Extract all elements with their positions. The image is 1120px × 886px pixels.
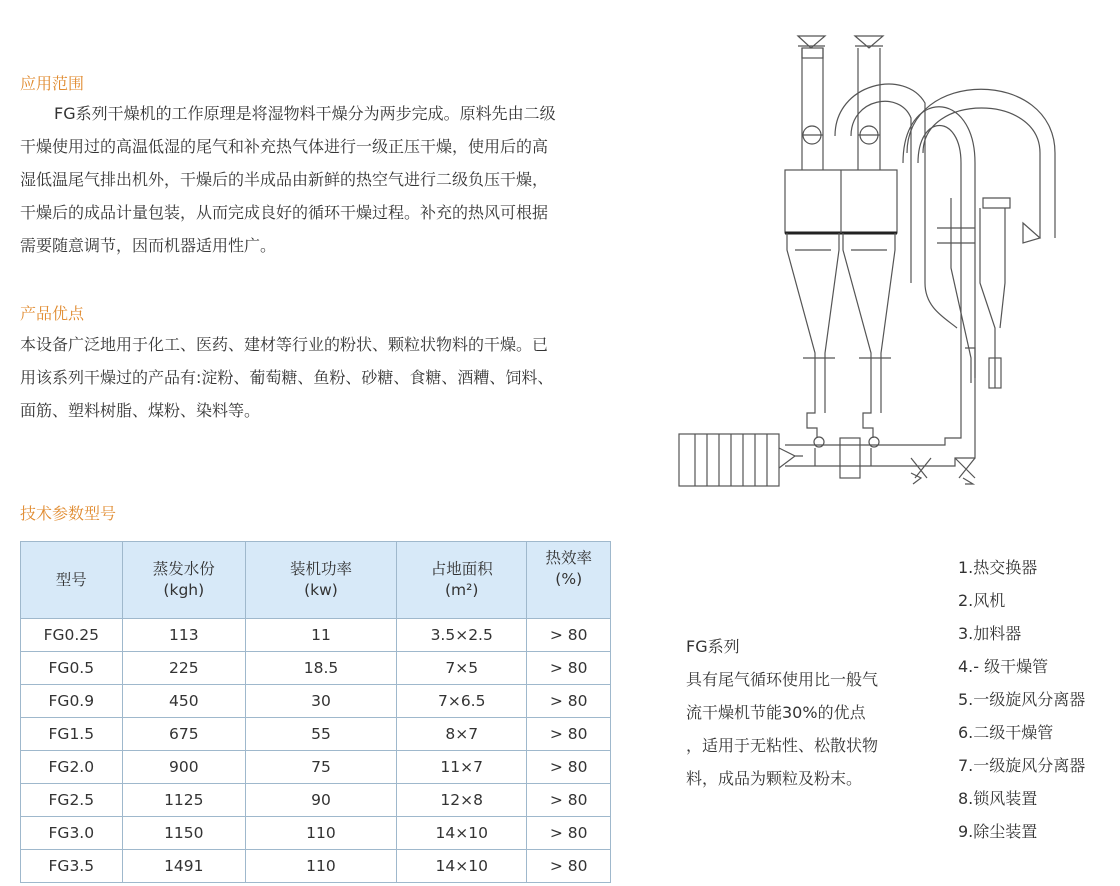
application-line: 需要随意调节，因而机器适用性广。 (20, 236, 277, 255)
table-cell: 30 (245, 685, 396, 718)
table-cell: 11 (245, 619, 396, 652)
header-name: 占地面积 (430, 560, 493, 578)
table-cell: FG0.5 (21, 652, 123, 685)
table-cell: 675 (122, 718, 245, 751)
secondary-cyclone (937, 198, 1040, 388)
table-cell: 7×5 (397, 652, 527, 685)
table-cell: > 80 (527, 685, 611, 718)
chimney-right (855, 36, 883, 170)
legend-item: 8.锁风装置 (958, 789, 1038, 808)
legend-item: 1.热交换器 (958, 558, 1038, 577)
header-unit: (m²) (445, 581, 479, 599)
heat-exchanger (679, 434, 803, 486)
table-cell: FG3.0 (21, 817, 123, 850)
table-cell: 1125 (122, 784, 245, 817)
table-cell: > 80 (527, 652, 611, 685)
table-cell: 1491 (122, 850, 245, 883)
table-cell: > 80 (527, 850, 611, 883)
application-paragraph (20, 97, 610, 262)
dryer-diagram (675, 28, 1075, 498)
note-line: 具有尾气循环使用比一般气 (686, 670, 879, 689)
table-row (21, 718, 611, 751)
spec-table (20, 541, 611, 883)
table-row (21, 685, 611, 718)
table-cell: 3.5×2.5 (397, 619, 527, 652)
table-cell: 12×8 (397, 784, 527, 817)
advantages-line: 本设备广泛地用于化工、医药、建材等行业的粉状、颗粒状物料的干燥。已 (20, 335, 549, 354)
table-row (21, 784, 611, 817)
legend-item: 4.- 级干燥管 (958, 657, 1049, 676)
legend-item: 6.二级干燥管 (958, 723, 1054, 742)
header-name: 热效率 (545, 549, 592, 567)
legend-item: 3.加料器 (958, 624, 1022, 643)
table-cell: FG3.5 (21, 850, 123, 883)
legend-item: 5.一级旋风分离器 (958, 690, 1086, 709)
table-cell: > 80 (527, 817, 611, 850)
header-unit: (%) (555, 570, 583, 588)
table-cell: 55 (245, 718, 396, 751)
header-evaporation (122, 542, 245, 619)
legend-item: 2.风机 (958, 591, 1006, 610)
table-cell: FG0.25 (21, 619, 123, 652)
header-efficiency (527, 542, 611, 619)
table-cell: 14×10 (397, 850, 527, 883)
table-row (21, 619, 611, 652)
table-cell: 113 (122, 619, 245, 652)
note-line: 流干燥机节能30%的优点 (686, 703, 866, 722)
table-body (21, 619, 611, 883)
table-cell: 90 (245, 784, 396, 817)
table-cell: FG2.0 (21, 751, 123, 784)
component-legend (958, 551, 1085, 848)
header-power (245, 542, 396, 619)
header-name: 装机功率 (289, 560, 352, 578)
header-unit: (kgh) (163, 581, 205, 599)
header-area (397, 542, 527, 619)
header-unit: (kw) (304, 581, 338, 599)
table-cell: FG1.5 (21, 718, 123, 751)
note-line: FG系列 (686, 637, 740, 656)
series-note (686, 630, 916, 795)
table-cell: 7×6.5 (397, 685, 527, 718)
cyclone-separators (785, 170, 897, 447)
note-line: ，适用于无粘性、松散状物 (686, 736, 879, 755)
legend-item: 7.一级旋风分离器 (958, 756, 1086, 775)
table-cell: > 80 (527, 718, 611, 751)
table-cell: 14×10 (397, 817, 527, 850)
table-cell: 75 (245, 751, 396, 784)
table-cell: 110 (245, 817, 396, 850)
table-cell: FG2.5 (21, 784, 123, 817)
header-model (21, 542, 123, 619)
note-line: 料，成品为颗粒及粉末。 (686, 769, 863, 788)
table-cell: > 80 (527, 751, 611, 784)
table-cell: 18.5 (245, 652, 396, 685)
advantages-paragraph (20, 328, 610, 427)
application-line: 湿低温尾气排出机外，干燥后的半成品由新鲜的热空气进行二级负压干燥， (20, 170, 549, 189)
legend-item: 9.除尘装置 (958, 822, 1038, 841)
table-row (21, 652, 611, 685)
advantages-line: 面筋、塑料树脂、煤粉、染料等。 (20, 401, 261, 420)
table-row (21, 850, 611, 883)
table-cell: 110 (245, 850, 396, 883)
table-row (21, 751, 611, 784)
table-cell: 8×7 (397, 718, 527, 751)
application-heading: 应用范围 (20, 74, 85, 93)
application-line: 干燥后的成品计量包装，从而完成良好的循环干燥过程。补充的热风可根据 (20, 203, 549, 222)
header-name: 型号 (55, 570, 87, 589)
drying-tube-loop (835, 84, 1055, 328)
bottom-ducting (785, 328, 975, 484)
table-cell: FG0.9 (21, 685, 123, 718)
application-line: FG系列干燥机的工作原理是将湿物料干燥分为两步完成。原料先由二级 (54, 104, 556, 123)
table-cell: > 80 (527, 619, 611, 652)
table-cell: 450 (122, 685, 245, 718)
chimney-left (798, 36, 825, 170)
specs-heading: 技术参数型号 (20, 504, 117, 523)
table-cell: 225 (122, 652, 245, 685)
header-name: 蒸发水份 (152, 560, 215, 578)
table-header-row (21, 542, 611, 619)
table-row (21, 817, 611, 850)
table-cell: > 80 (527, 784, 611, 817)
table-cell: 11×7 (397, 751, 527, 784)
table-cell: 1150 (122, 817, 245, 850)
advantages-heading: 产品优点 (20, 304, 85, 323)
advantages-line: 用该系列干燥过的产品有:淀粉、葡萄糖、鱼粉、砂糖、食糖、酒糟、饲料、 (20, 368, 554, 387)
table-cell: 900 (122, 751, 245, 784)
application-line: 干燥使用过的高温低湿的尾气和补充热气体进行一级正压干燥，使用后的高 (20, 137, 549, 156)
